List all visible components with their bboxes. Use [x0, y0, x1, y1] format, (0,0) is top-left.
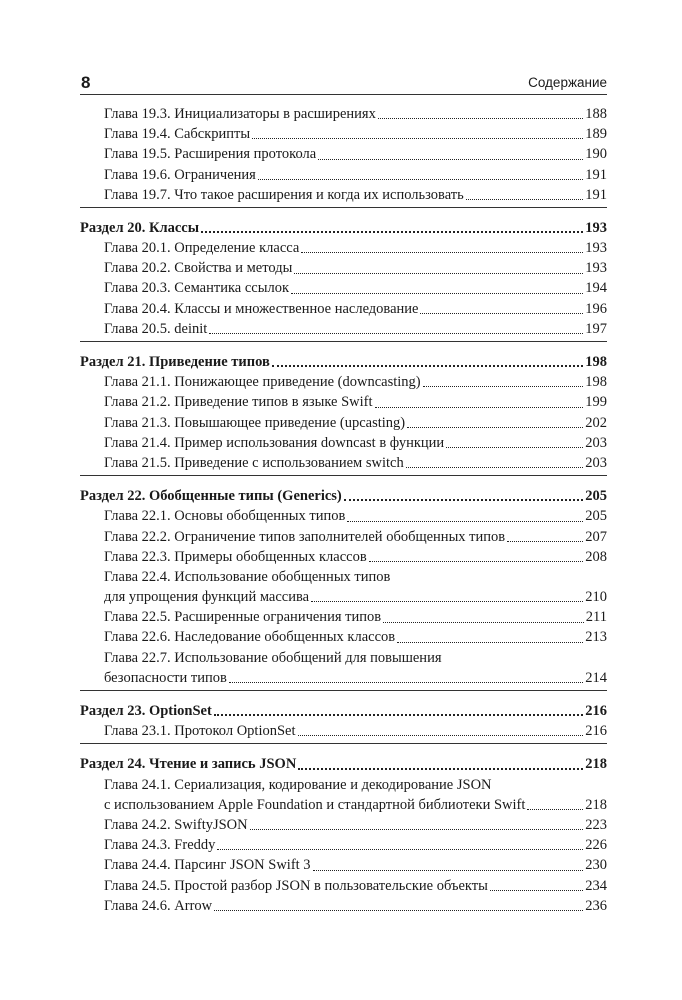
chapter-title: безопасности типов — [104, 669, 227, 686]
dot-leader — [250, 829, 584, 830]
chapter-entry-line — [80, 238, 607, 258]
chapter-page-number: 205 — [585, 508, 607, 525]
dot-leader — [301, 252, 583, 253]
section-page-number: 205 — [585, 488, 607, 505]
section-title: Раздел 24. Чтение и запись JSON — [80, 756, 297, 773]
toc-section — [80, 104, 607, 208]
chapter-title: Глава 20.1. Определение класса — [104, 240, 300, 257]
chapter-page-number: 207 — [585, 528, 607, 545]
chapter-title: Глава 22.6. Наследование обобщенных классов — [104, 629, 396, 646]
toc-section — [80, 352, 607, 476]
dot-leader — [420, 313, 583, 314]
chapter-title: Глава 24.1. Сериализация, кодирование и декодирование JSON — [104, 776, 492, 793]
dot-leader — [446, 447, 583, 448]
dot-leader — [313, 870, 584, 871]
chapter-title: Глава 20.3. Семантика ссылок — [104, 280, 289, 297]
chapter-page-number: 223 — [585, 816, 607, 833]
page-number: 8 — [81, 73, 91, 92]
chapter-title: Глава 19.5. Расширения протокола — [104, 146, 317, 163]
chapter-entry-line — [80, 567, 607, 587]
chapter-entry-line — [80, 795, 607, 815]
chapter-entry-line — [80, 372, 607, 392]
dot-leader — [318, 159, 583, 160]
dot-leader — [298, 735, 584, 736]
section-page-number: 198 — [585, 354, 607, 371]
chapter-entry-line — [80, 165, 607, 185]
chapter-title: Глава 21.1. Понижающее приведение (downcasting) — [104, 374, 421, 391]
section-title: Раздел 20. Классы — [80, 219, 200, 236]
chapter-title: Глава 24.5. Простой разбор JSON в пользовательские объекты — [104, 877, 488, 894]
chapter-title: Глава 20.4. Классы и множественное наследование — [104, 300, 419, 317]
toc-section — [80, 218, 607, 342]
section-title: Раздел 23. OptionSet — [80, 703, 212, 720]
chapter-page-number: 218 — [585, 796, 607, 813]
chapter-entry-line — [80, 258, 607, 278]
page-header — [80, 72, 607, 95]
chapter-entry-line — [80, 185, 607, 205]
dot-leader — [369, 561, 584, 562]
chapter-entry-line — [80, 775, 607, 795]
chapter-entry-line — [80, 835, 607, 855]
chapter-title: Глава 22.7. Использование обобщений для повышения — [104, 649, 442, 666]
dot-leader — [294, 273, 583, 274]
chapter-page-number: 226 — [585, 837, 607, 854]
dot-leader — [466, 199, 584, 200]
chapter-entry-line — [80, 527, 607, 547]
chapter-page-number: 197 — [585, 320, 607, 337]
chapter-page-number: 198 — [585, 374, 607, 391]
dot-leader — [347, 521, 583, 522]
chapter-page-number: 236 — [585, 897, 607, 914]
dot-leader — [214, 714, 583, 716]
chapter-entry-line — [80, 392, 607, 412]
chapter-page-number: 203 — [585, 434, 607, 451]
chapter-title: Глава 20.2. Свойства и методы — [104, 260, 293, 277]
chapter-page-number: 199 — [585, 394, 607, 411]
section-heading-line — [80, 701, 607, 721]
chapter-title: Глава 20.5. deinit — [104, 320, 208, 337]
section-title: Раздел 22. Обобщенные типы (Generics) — [80, 488, 342, 505]
dot-leader — [258, 179, 583, 180]
chapter-page-number: 214 — [585, 669, 607, 686]
chapter-title: Глава 19.3. Инициализаторы в расширениях — [104, 105, 376, 122]
chapter-entry-line — [80, 721, 607, 741]
chapter-page-number: 234 — [585, 877, 607, 894]
running-head: Содержание — [528, 75, 607, 90]
chapter-title: Глава 22.4. Использование обобщенных типов — [104, 568, 391, 585]
dot-leader — [252, 138, 583, 139]
chapter-title: Глава 24.4. Парсинг JSON Swift 3 — [104, 857, 311, 874]
section-title: Раздел 21. Приведение типов — [80, 354, 270, 371]
dot-leader — [397, 642, 583, 643]
chapter-entry-line — [80, 279, 607, 299]
chapter-title: Глава 22.2. Ограничение типов заполнителей обобщенных типов — [104, 528, 506, 545]
chapter-entry-line — [80, 453, 607, 473]
section-page-number: 218 — [585, 756, 607, 773]
chapter-page-number: 208 — [585, 548, 607, 565]
chapter-page-number: 193 — [585, 260, 607, 277]
dot-leader — [406, 467, 584, 468]
dot-leader — [383, 622, 584, 623]
dot-leader — [378, 118, 583, 119]
dot-leader — [407, 427, 583, 428]
chapter-entry-line — [80, 547, 607, 567]
chapter-page-number: 196 — [585, 300, 607, 317]
chapter-page-number: 190 — [585, 146, 607, 163]
section-heading-line — [80, 754, 607, 774]
dot-leader — [507, 541, 583, 542]
chapter-page-number: 193 — [585, 240, 607, 257]
chapter-page-number: 188 — [585, 105, 607, 122]
chapter-entry-line — [80, 815, 607, 835]
chapter-page-number: 230 — [585, 857, 607, 874]
chapter-title: Глава 22.5. Расширенные ограничения типов — [104, 609, 382, 626]
chapter-entry-line — [80, 124, 607, 144]
dot-leader — [311, 601, 583, 602]
chapter-title: Глава 19.7. Что такое расширения и когда их использовать — [104, 186, 464, 203]
chapter-title: Глава 21.2. Приведение типов в языке Swift — [104, 394, 373, 411]
dot-leader — [423, 386, 584, 387]
chapter-title: Глава 22.1. Основы обобщенных типов — [104, 508, 346, 525]
section-heading-line — [80, 352, 607, 372]
chapter-entry-line — [80, 144, 607, 164]
dot-leader — [344, 499, 583, 501]
chapter-entry-line — [80, 896, 607, 916]
dot-leader — [490, 890, 583, 891]
chapter-page-number: 210 — [585, 589, 607, 606]
table-of-contents — [80, 104, 607, 928]
dot-leader — [527, 809, 583, 810]
chapter-page-number: 191 — [585, 186, 607, 203]
chapter-page-number: 191 — [585, 166, 607, 183]
chapter-entry-line — [80, 433, 607, 453]
chapter-title: Глава 21.3. Повышающее приведение (upcasting) — [104, 414, 406, 431]
chapter-title: Глава 21.5. Приведение с использованием switch — [104, 454, 404, 471]
toc-section — [80, 701, 607, 744]
chapter-title: Глава 24.6. Arrow — [104, 897, 213, 914]
dot-leader — [375, 407, 584, 408]
chapter-title: для упрощения функций массива — [104, 589, 310, 606]
chapter-entry-line — [80, 299, 607, 319]
chapter-entry-line — [80, 876, 607, 896]
chapter-entry-line — [80, 506, 607, 526]
chapter-title: Глава 19.6. Ограничения — [104, 166, 256, 183]
section-heading-line — [80, 486, 607, 506]
chapter-entry-line — [80, 668, 607, 688]
chapter-page-number: 216 — [585, 723, 607, 740]
section-heading-line — [80, 218, 607, 238]
chapter-page-number: 189 — [585, 126, 607, 143]
toc-section — [80, 754, 607, 918]
chapter-page-number: 203 — [585, 454, 607, 471]
chapter-title: Глава 21.4. Пример использования downcast в функции — [104, 434, 445, 451]
dot-leader — [272, 365, 583, 367]
section-page-number: 216 — [585, 703, 607, 720]
dot-leader — [217, 849, 583, 850]
dot-leader — [214, 910, 583, 911]
dot-leader — [229, 682, 583, 683]
chapter-page-number: 213 — [585, 629, 607, 646]
dot-leader — [298, 768, 583, 770]
chapter-entry-line — [80, 413, 607, 433]
chapter-page-number: 202 — [585, 414, 607, 431]
chapter-entry-line — [80, 104, 607, 124]
chapter-entry-line — [80, 587, 607, 607]
chapter-entry-line — [80, 855, 607, 875]
chapter-entry-line — [80, 648, 607, 668]
chapter-entry-line — [80, 628, 607, 648]
chapter-title: с использованием Apple Foundation и стандартной библиотеки Swift — [104, 796, 526, 813]
chapter-title: Глава 24.2. SwiftyJSON — [104, 816, 248, 833]
chapter-entry-line — [80, 319, 607, 339]
chapter-title: Глава 24.3. Freddy — [104, 837, 216, 854]
chapter-page-number: 211 — [585, 609, 607, 626]
chapter-page-number: 194 — [585, 280, 607, 297]
chapter-title: Глава 22.3. Примеры обобщенных классов — [104, 548, 367, 565]
dot-leader — [291, 293, 583, 294]
chapter-title: Глава 23.1. Протокол OptionSet — [104, 723, 296, 740]
dot-leader — [201, 231, 583, 233]
section-page-number: 193 — [585, 219, 607, 236]
toc-section — [80, 486, 607, 691]
chapter-entry-line — [80, 607, 607, 627]
chapter-title: Глава 19.4. Сабскрипты — [104, 126, 251, 143]
dot-leader — [209, 333, 583, 334]
